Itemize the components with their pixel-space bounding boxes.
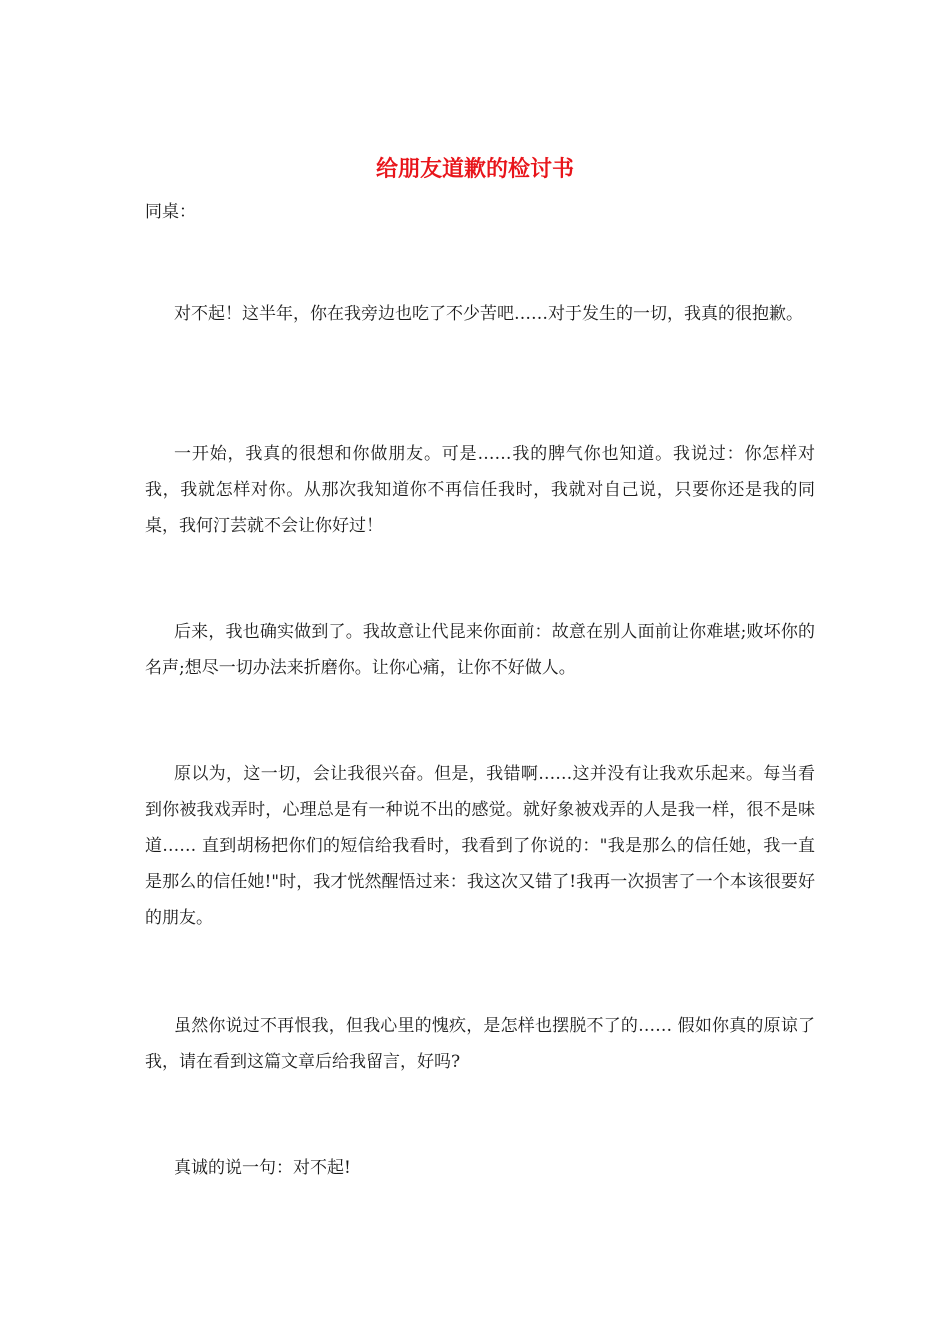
paragraph-2: 一开始，我真的很想和你做朋友。可是……我的脾气你也知道。我说过：你怎样对我，我就怎样对你。从那次我知道你不再信任我时，我就对自己说，只要你还是我的同桌，我何汀芸就不会让你好过！ bbox=[145, 444, 815, 536]
paragraph-1: 对不起！这半年，你在我旁边也吃了不少苦吧……对于发生的一切，我真的很抱歉。 bbox=[174, 304, 803, 324]
paragraph-5: 虽然你说过不再恨我，但我心里的愧疚，是怎样也摆脱不了的…… 假如你真的原谅了我，请在看到这篇文章后给我留言，好吗? bbox=[145, 1016, 815, 1072]
paragraph-6: 真诚的说一句：对不起! bbox=[174, 1158, 351, 1178]
salutation: 同桌： bbox=[145, 202, 196, 222]
document-title: 给朋友道歉的检讨书 bbox=[375, 156, 574, 182]
paragraph-3: 后来，我也确实做到了。我故意让代昆来你面前：故意在别人面前让你难堪;败坏你的名声;想尽一切办法来折磨你。让你心痛，让你不好做人。 bbox=[145, 622, 815, 678]
paragraph-4: 原以为，这一切，会让我很兴奋。但是，我错啊……这并没有让我欢乐起来。每当看到你被我戏弄时，心理总是有一种说不出的感觉。就好象被戏弄的人是我一样，很不是味道…… 直到胡杨把你们的短信给我看时，我看到了你说的："我是那么的信任她，我一直是那么的信任她!"时，我才恍然醒悟过来：我这次又错了!我再一次损害了一个本该很要好的朋友。 bbox=[145, 764, 815, 928]
